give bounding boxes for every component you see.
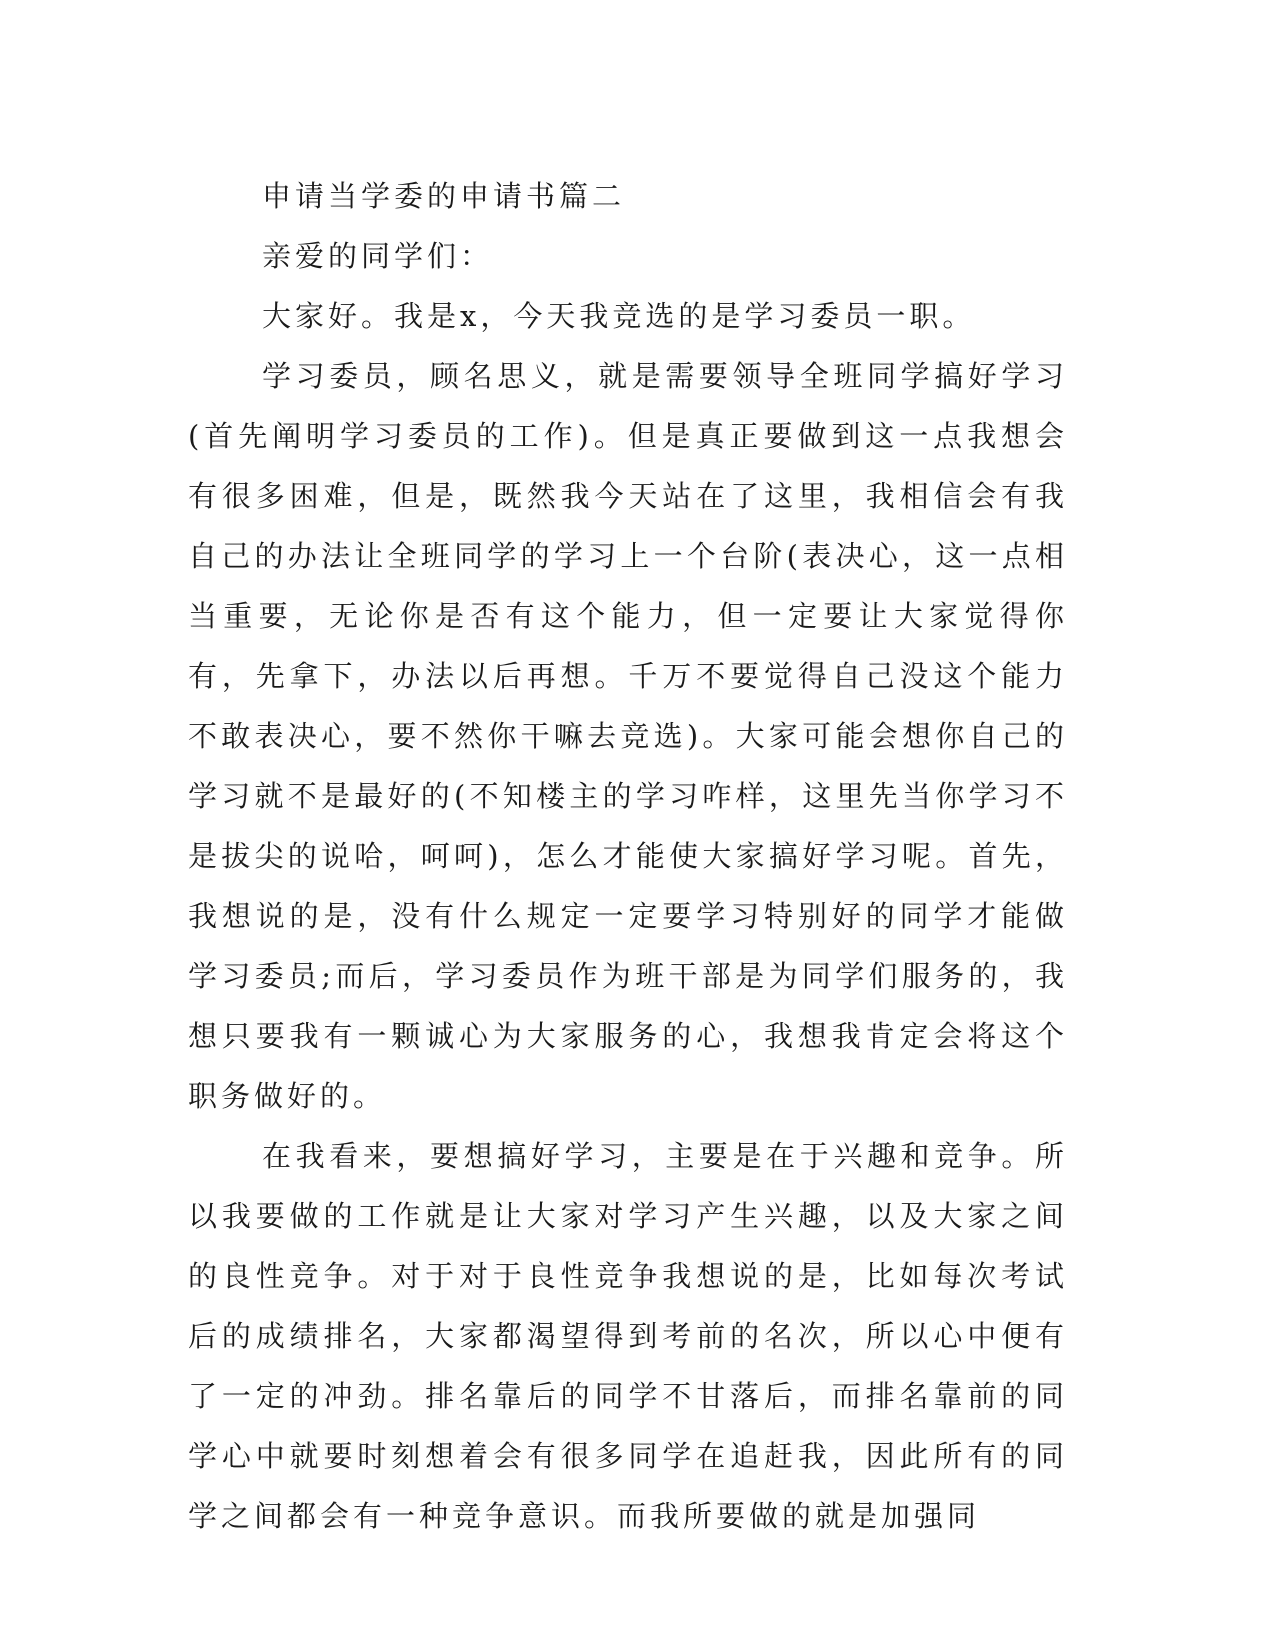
document-body	[188, 166, 1068, 1546]
document-title: 申请当学委的申请书篇二	[262, 179, 626, 213]
salutation: 亲爱的同学们：	[262, 239, 494, 273]
body-paragraph: 在我看来，要想搞好学习，主要是在于兴趣和竞争。所以我要做的工作就是让大家对学习产生兴趣，以及大家之间的良性竞争。对于对于良性竞争我想说的是，比如每次考试后的成绩排名，大家都渴望得到考前的名次，所以心中便有了一定的冲劲。排名靠后的同学不甘落后，而排名靠前的同学心中就要时刻想着会有很多同学在追赶我，因此所有的同学之间都会有一种竞争意识。而我所要做的就是加强同	[188, 1139, 1068, 1533]
greeting-paragraph: 大家好。我是x，今天我竞选的是学习委员一职。	[262, 299, 976, 333]
body-paragraph: 学习委员，顾名思义，就是需要领导全班同学搞好学习(首先阐明学习委员的工作)。但是真正要做到这一点我想会有很多困难，但是，既然我今天站在了这里，我相信会有我自己的办法让全班同学的学习上一个台阶(表决心，这一点相当重要，无论你是否有这个能力，但一定要让大家觉得你有，先拿下，办法以后再想。千万不要觉得自己没这个能力不敢表决心，要不然你干嘛去竞选)。大家可能会想你自己的学习就不是最好的(不知楼主的学习咋样，这里先当你学习不是拔尖的说哈，呵呵)，怎么才能使大家搞好学习呢。首先，我想说的是，没有什么规定一定要学习特别好的同学才能做学习委员;而后，学习委员作为班干部是为同学们服务的，我想只要我有一颗诚心为大家服务的心，我想我肯定会将这个职务做好的。	[188, 359, 1068, 1113]
